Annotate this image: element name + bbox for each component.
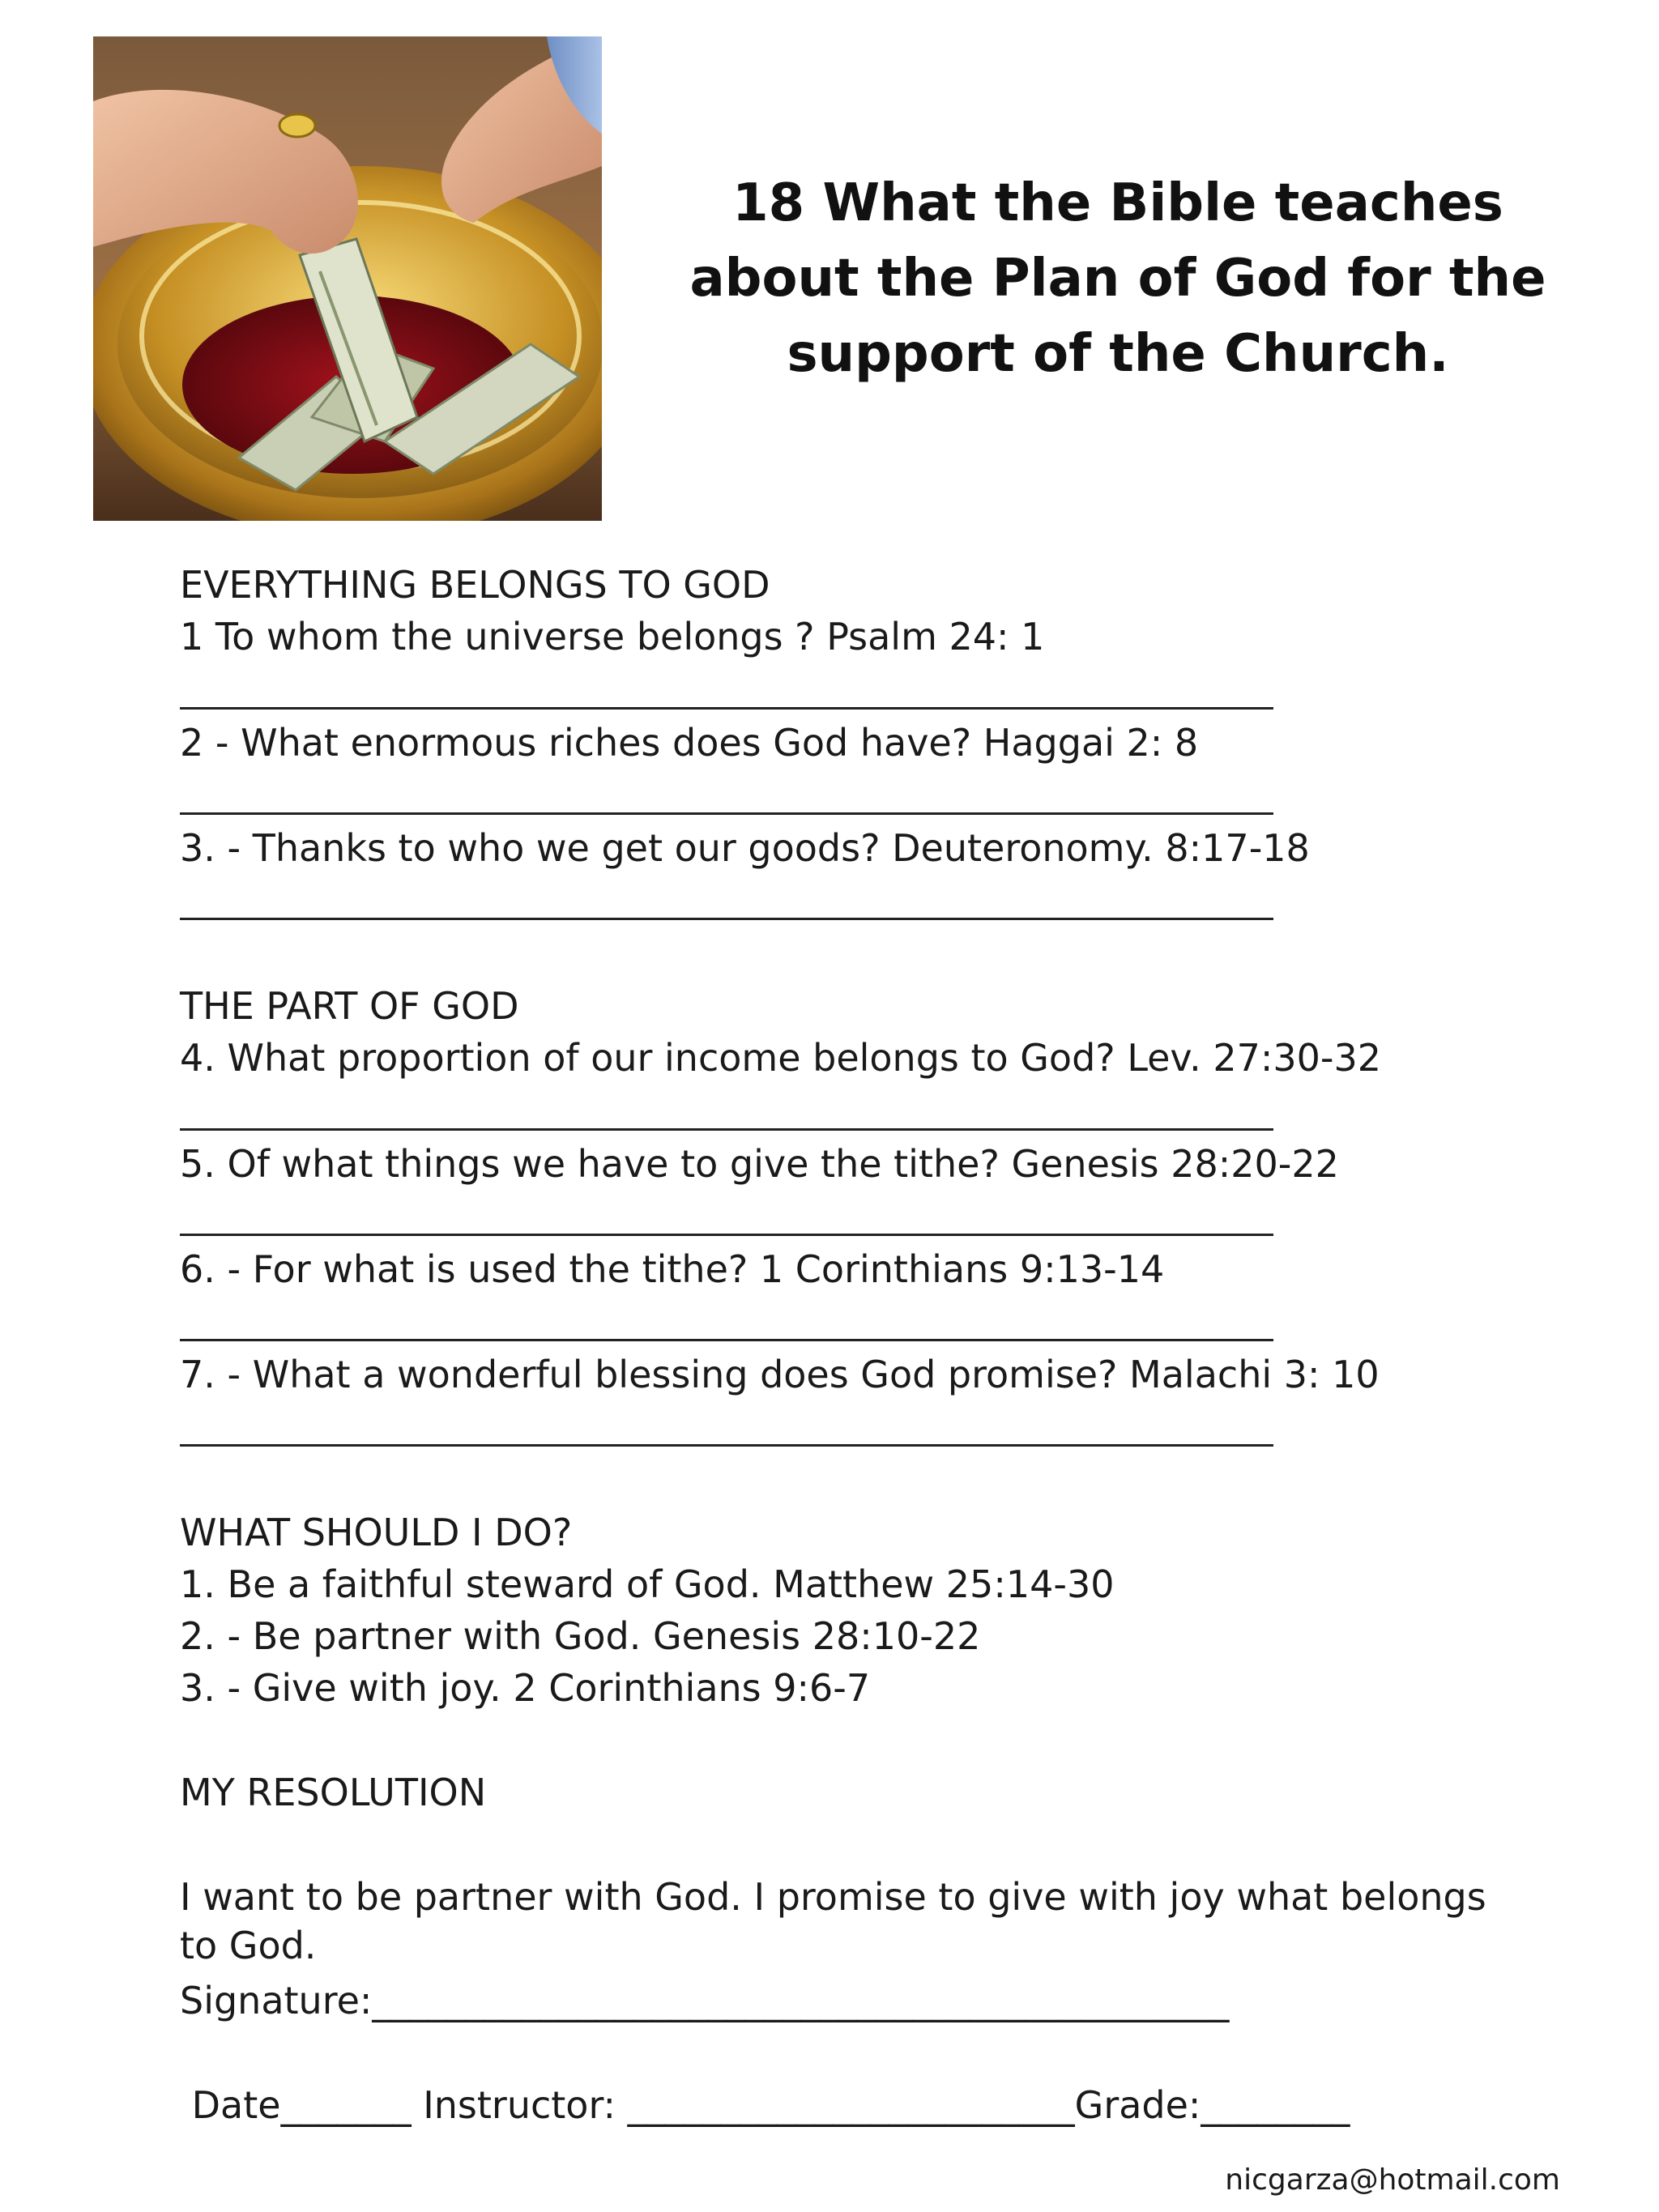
question-2: 2 - What enormous riches does God have? Haggai 2: 8	[180, 721, 1199, 765]
answer-line-5[interactable]	[180, 1234, 1273, 1236]
answer-line-1[interactable]	[180, 707, 1273, 710]
title-line-1: 18 What the Bible teaches	[732, 173, 1503, 233]
answer-line-3[interactable]	[180, 918, 1273, 920]
answer-line-7[interactable]	[180, 1444, 1273, 1447]
answer-line-4[interactable]	[180, 1128, 1273, 1131]
title-line-3: support of the Church.	[787, 324, 1449, 384]
question-6: 6. - For what is used the tithe? 1 Corinthians 9:13-14	[180, 1247, 1165, 1291]
page-title	[664, 166, 1572, 392]
question-1: 1 To whom the universe belongs ? Psalm 24: 1	[180, 615, 1045, 658]
section-heading-everything: EVERYTHING BELONGS TO GOD	[180, 563, 770, 607]
question-3: 3. - Thanks to who we get our goods? Deuteronomy. 8:17-18	[180, 826, 1310, 870]
answer-line-6[interactable]	[180, 1339, 1273, 1341]
action-item-2: 2. - Be partner with God. Genesis 28:10-22	[180, 1614, 981, 1658]
title-line-2: about the Plan of God for the	[689, 249, 1546, 309]
resolution-text: I want to be partner with God. I promise to give with joy what belongs to God.	[180, 1875, 1486, 1967]
action-item-3: 3. - Give with joy. 2 Corinthians 9:6-7	[180, 1666, 871, 1710]
date-instructor-grade-line[interactable]: Date_______ Instructor: ________________________Grade:________	[180, 2083, 1350, 2127]
section-heading-what-should-i-do: WHAT SHOULD I DO?	[180, 1511, 573, 1554]
contact-email: nicgarza@hotmail.com	[1225, 2163, 1560, 2197]
question-5: 5. Of what things we have to give the tithe? Genesis 28:20-22	[180, 1142, 1339, 1186]
signature-field[interactable]: Signature:______________________________________________	[180, 1979, 1230, 2022]
offering-plate-photo	[93, 36, 602, 521]
section-heading-part-of-god: THE PART OF GOD	[180, 984, 519, 1028]
question-4: 4. What proportion of our income belongs to God? Lev. 27:30-32	[180, 1036, 1382, 1080]
answer-line-2[interactable]	[180, 812, 1273, 815]
section-heading-resolution: MY RESOLUTION	[180, 1771, 487, 1814]
action-item-1: 1. Be a faithful steward of God. Matthew 25:14-30	[180, 1562, 1115, 1606]
question-7: 7. - What a wonderful blessing does God promise? Malachi 3: 10	[180, 1353, 1380, 1396]
